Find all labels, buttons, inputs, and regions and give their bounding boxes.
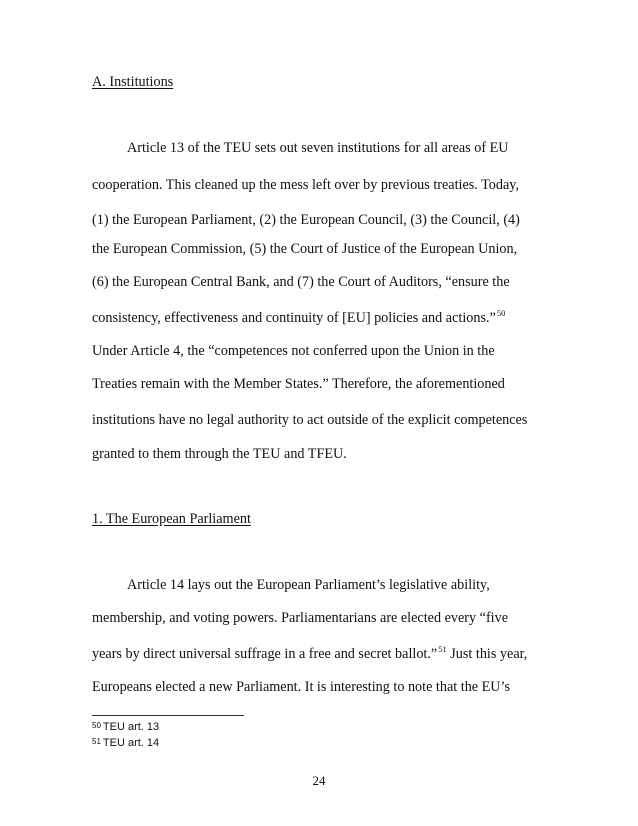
footnote-separator [92, 715, 244, 716]
page-number: 24 [312, 773, 326, 788]
body-line-text: Just this year, [450, 646, 528, 662]
body-line: (1) the European Parliament, (2) the European Council, (3) the Council, (4) [92, 212, 520, 228]
section-heading-institutions: A. Institutions [92, 74, 174, 90]
body-line-text: years by direct universal suffrage in a free and secret ballot.” [92, 646, 438, 662]
body-line: Europeans elected a new Parliament. It is interesting to note that the EU’s [92, 679, 511, 695]
body-line: membership, and voting powers. Parliamentarians are elected every “five [92, 610, 509, 626]
body-line: Article 13 of the TEU sets out seven institutions for all areas of EU [127, 140, 509, 156]
section-heading-european-parliament: 1. The European Parliament [92, 511, 251, 527]
body-line: Under Article 4, the “competences not conferred upon the Union in the [92, 343, 495, 359]
footnote-text: TEU art. 13 [102, 721, 160, 733]
body-line: Article 14 lays out the European Parliament’s legislative ability, [127, 577, 490, 593]
body-line: Treaties remain with the Member States.” Therefore, the aforementioned [92, 376, 505, 392]
body-line: the European Commission, (5) the Court of Justice of the European Union, [92, 241, 518, 257]
footnote-ref-51: 51 [438, 644, 447, 654]
footnote-ref-50: 50 [496, 308, 506, 318]
body-line-with-footnote [92, 308, 505, 327]
body-line: institutions have no legal authority to act outside of the explicit competences [92, 412, 528, 428]
footnote [92, 721, 159, 733]
body-line: (6) the European Central Bank, and (7) the Court of Auditors, “ensure the [92, 274, 510, 290]
footnote-number: 50 [92, 721, 101, 730]
body-line-with-footnote [92, 644, 527, 663]
footnote-text: TEU art. 14 [102, 737, 160, 749]
body-line-text: consistency, effectiveness and continuity of [EU] policies and actions.” [92, 310, 496, 326]
footnote [92, 737, 159, 749]
body-line: cooperation. This cleaned up the mess left over by previous treaties. Today, [92, 177, 520, 193]
body-line: granted to them through the TEU and TFEU. [92, 446, 347, 462]
footnote-number: 51 [92, 737, 101, 746]
